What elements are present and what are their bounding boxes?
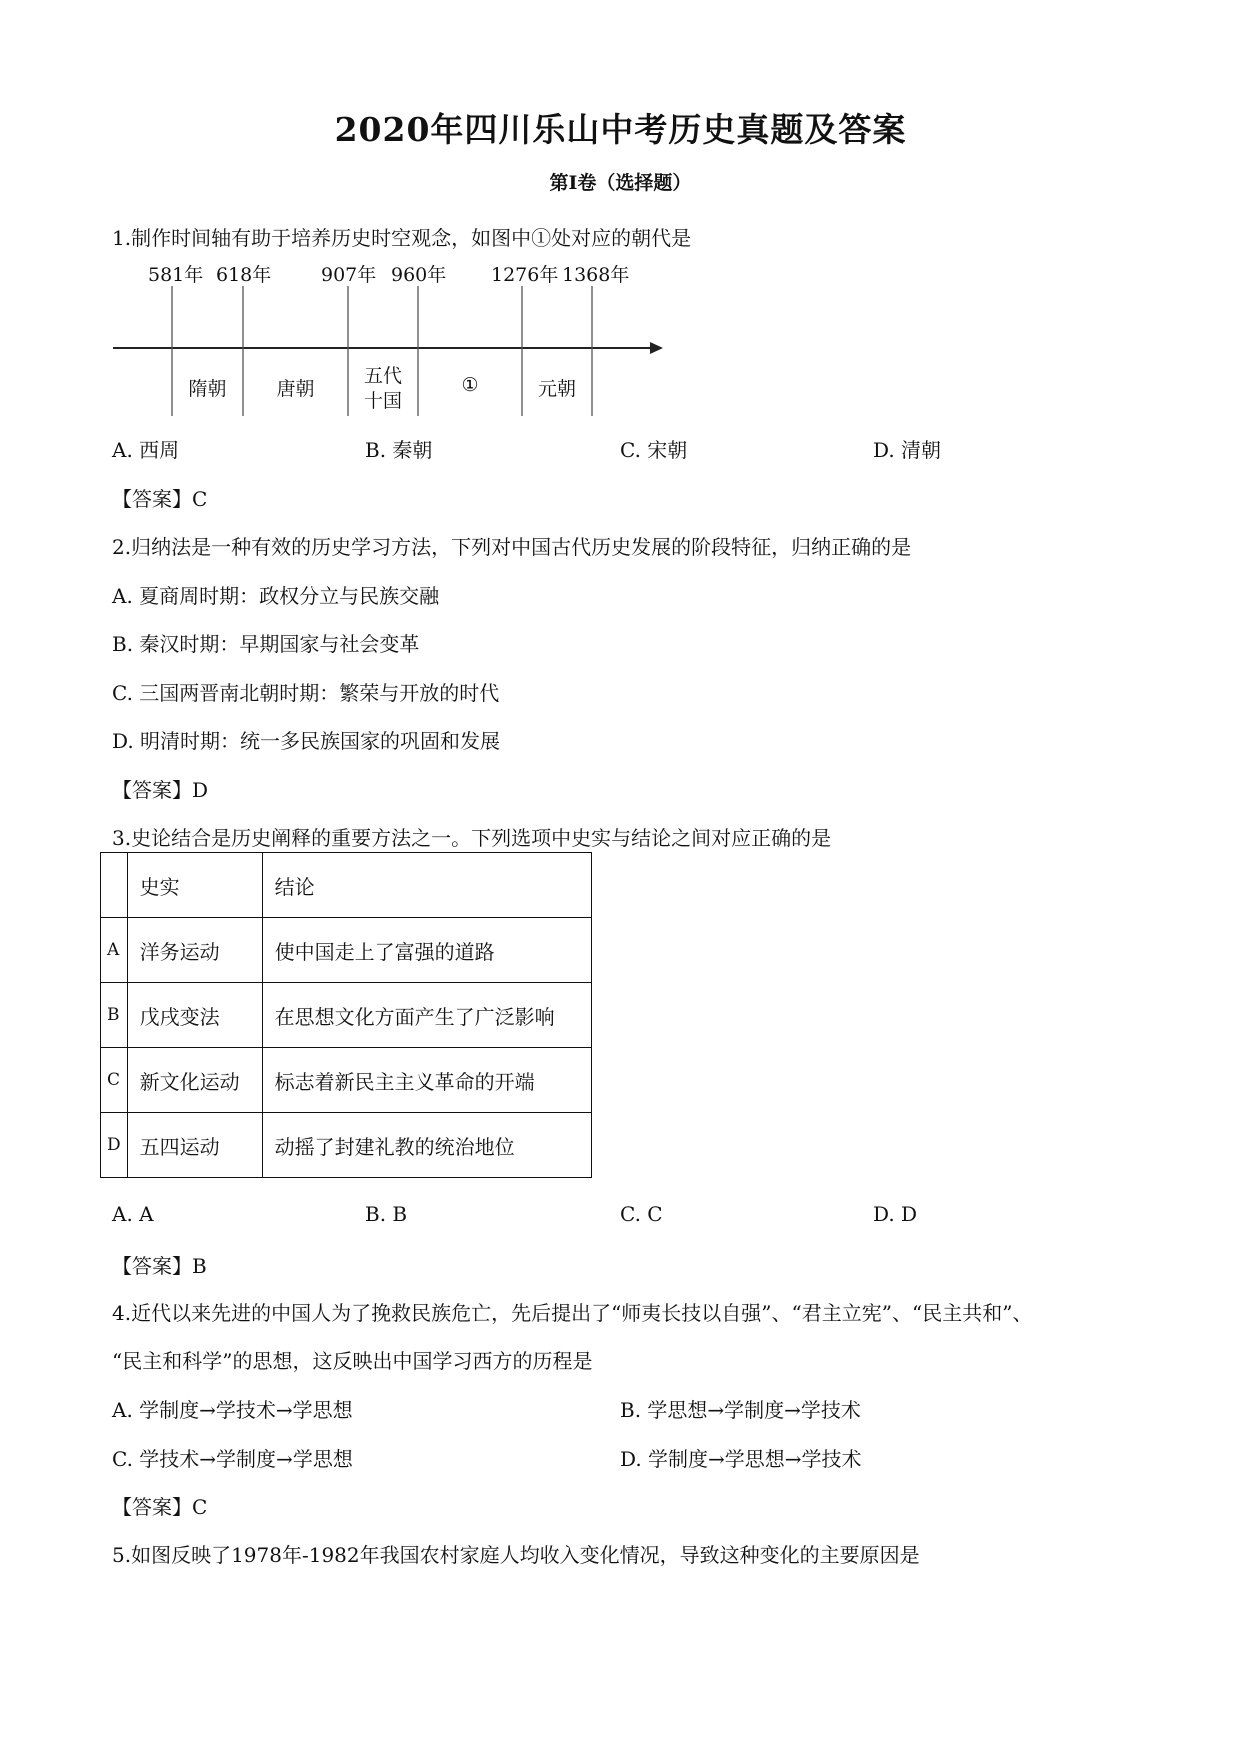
table-row	[101, 918, 592, 983]
timeline-arrow	[650, 342, 663, 354]
table-row	[101, 983, 592, 1048]
timeline-cell-blank: ①	[461, 374, 479, 396]
table-header-cell: 结论	[262, 853, 591, 918]
q2-option-a: A. 夏商周时期：政权分立与民族交融	[112, 584, 440, 608]
q1-option-d: D. 清朝	[873, 438, 942, 462]
q3-option-d: D. D	[873, 1202, 918, 1226]
q4-option-b: B. 学思想→学制度→学技术	[620, 1398, 861, 1422]
q3-option-b: B. B	[365, 1202, 408, 1226]
timeline-cell-sui: 隋朝	[188, 378, 227, 400]
q2-option-b: B. 秦汉时期：早期国家与社会变革	[112, 632, 420, 656]
table-header-cell	[101, 853, 128, 918]
table-cell: 五四运动	[127, 1113, 262, 1178]
table-cell: 使中国走上了富强的道路	[262, 918, 591, 983]
question-2-stem: 2.归纳法是一种有效的历史学习方法，下列对中国古代历史发展的阶段特征，归纳正确的是	[112, 535, 912, 559]
table-row	[101, 1113, 592, 1178]
table-header-row	[101, 853, 592, 918]
table-cell: 动摇了封建礼教的统治地位	[262, 1113, 591, 1178]
timeline-year-label: 1368年	[562, 264, 630, 286]
q3-option-c: C. C	[620, 1202, 663, 1226]
section-heading: 第Ⅰ卷（选择题）	[549, 172, 692, 194]
timeline-cell-shiguo: 十国	[363, 390, 402, 412]
q3-option-a: A. A	[112, 1202, 154, 1226]
q2-option-d: D. 明清时期：统一多民族国家的巩固和发展	[112, 729, 501, 753]
question-4-stem-line1: 4.近代以来先进的中国人为了挽救民族危亡，先后提出了“师夷长技以自强”、“君主立宪”、“民主共和”、	[112, 1301, 1033, 1325]
q1-option-a: A. 西周	[112, 438, 180, 462]
table-cell: 洋务运动	[127, 918, 262, 983]
q4-option-d: D. 学制度→学思想→学技术	[620, 1447, 862, 1471]
table-header-cell: 史实	[127, 853, 262, 918]
table-cell: 标志着新民主主义革命的开端	[262, 1048, 591, 1113]
table-cell: 在思想文化方面产生了广泛影响	[262, 983, 591, 1048]
q4-option-a: A. 学制度→学技术→学思想	[112, 1398, 353, 1422]
q2-answer: 【答案】D	[112, 778, 209, 802]
question-1-stem: 1.制作时间轴有助于培养历史时空观念，如图中①处对应的朝代是	[112, 226, 692, 250]
question-4-stem-line2: “民主和科学”的思想，这反映出中国学习西方的历程是	[112, 1349, 593, 1373]
timeline-cell-wudai: 五代	[363, 365, 402, 387]
timeline-year-label: 618年	[216, 264, 272, 286]
q4-option-c: C. 学技术→学制度→学思想	[112, 1447, 353, 1471]
timeline-diagram	[0, 0, 1241, 430]
table-cell: D	[101, 1113, 128, 1178]
timeline-year-label: 581年	[148, 264, 204, 286]
table-cell: C	[101, 1048, 128, 1113]
q1-option-b: B. 秦朝	[365, 438, 433, 462]
question-3-stem: 3.史论结合是历史阐释的重要方法之一。下列选项中史实与结论之间对应正确的是	[112, 826, 832, 850]
table-cell: 新文化运动	[127, 1048, 262, 1113]
question-5-stem: 5.如图反映了1978年-1982年我国农村家庭人均收入变化情况，导致这种变化的主要原因是	[112, 1543, 920, 1567]
table-cell: A	[101, 918, 128, 983]
timeline-year-label: 1276年	[491, 264, 559, 286]
q1-answer: 【答案】C	[112, 487, 208, 511]
table-cell: 戊戌变法	[127, 983, 262, 1048]
timeline-year-label: 960年	[391, 264, 447, 286]
q1-option-c: C. 宋朝	[620, 438, 688, 462]
table-row	[101, 1048, 592, 1113]
table-cell: B	[101, 983, 128, 1048]
page-title: 2020年四川乐山中考历史真题及答案	[334, 110, 907, 149]
q3-answer: 【答案】B	[112, 1254, 207, 1278]
q4-answer: 【答案】C	[112, 1495, 208, 1519]
q2-option-c: C. 三国两晋南北朝时期：繁荣与开放的时代	[112, 681, 500, 705]
timeline-cell-tang: 唐朝	[276, 378, 315, 400]
timeline-cell-yuan: 元朝	[537, 378, 576, 400]
q3-table	[100, 852, 592, 1178]
timeline-year-label: 907年	[321, 264, 377, 286]
